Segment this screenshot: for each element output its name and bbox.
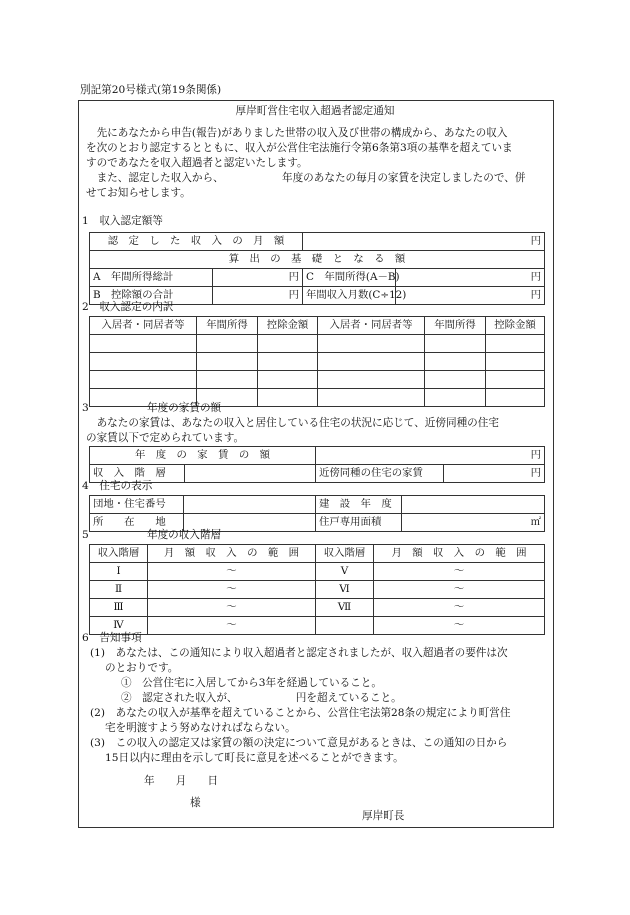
monthly-income-value: 円 — [396, 287, 545, 305]
column-header: 入居者・同居者等 — [90, 317, 197, 335]
column-header: 収入階層 — [316, 545, 374, 563]
notice-3-line1: (3) この収入の認定又は家賃の額の決定について意見があるときは、この通知の日から — [90, 737, 508, 749]
cell — [486, 353, 545, 371]
section5-heading-text: 年度の収入階層 — [147, 529, 222, 541]
notice-1-item2: ② 認定された収入が、 円を超えていること。 — [121, 692, 402, 704]
cell — [258, 371, 318, 389]
housing-table — [89, 495, 545, 532]
cell — [90, 371, 197, 389]
notice-3-line2: 15日以内に理由を示して町長に意見を述べることができます。 — [105, 752, 404, 764]
construction-year-value — [402, 496, 545, 514]
annual-income-total-label: A 年間所得総計 — [90, 269, 213, 287]
issuer: 厚岸町長 — [362, 810, 405, 822]
notice-2-line1: (2) あなたの収入が基準を超えていることから、公営住宅法第28条の規定により町営住 — [90, 707, 511, 719]
column-header: 収入階層 — [90, 545, 148, 563]
tier-cell: Ⅶ — [316, 599, 374, 617]
deduction-total-label: B 控除額の合計 — [90, 287, 213, 305]
cell — [90, 353, 197, 371]
intro-line: せてお知らせします。 — [86, 187, 191, 199]
table-row — [90, 371, 545, 389]
cell — [197, 371, 258, 389]
table-row — [90, 599, 545, 617]
construction-year-label: 建 設 年 度 — [316, 496, 402, 514]
addressee: 様 — [190, 797, 201, 809]
notice-1-line1: (1) あなたは、この通知により収入超過者と認定されましたが、収入超過者の要件は次 — [90, 647, 508, 659]
cell — [425, 335, 486, 353]
tier-cell: Ⅰ — [90, 563, 148, 581]
table-header-row — [90, 545, 545, 563]
tier-cell: Ⅳ — [90, 617, 148, 635]
certified-monthly-income-label: 認 定 し た 収 入 の 月 額 — [90, 233, 303, 251]
section5-heading-number: 5 — [82, 529, 89, 541]
cell — [318, 389, 425, 407]
certified-monthly-income-value: 円 — [303, 233, 545, 251]
tier-cell: Ⅱ — [90, 581, 148, 599]
column-header: 控除金額 — [486, 317, 545, 335]
cell — [486, 371, 545, 389]
income-tier-table — [89, 544, 545, 635]
section4-heading: 4 住宅の表示 — [82, 480, 153, 492]
column-header: 入居者・同居者等 — [318, 317, 425, 335]
floor-area-label: 住戸専用面積 — [316, 514, 402, 532]
tier-cell: Ⅵ — [316, 581, 374, 599]
cell — [425, 371, 486, 389]
deduction-total-value: 円 — [213, 287, 303, 305]
complex-number-value — [184, 496, 316, 514]
intro-line: 先にあなたから申告(報告)がありました世帯の収入及び世帯の構成から、あなたの収入 — [96, 127, 508, 139]
intro-paragraph-1 — [86, 126, 548, 201]
intro-line: を次のとおり認定するとともに、収入が公営住宅法施行令第6条第3項の基準を超えていま — [86, 142, 513, 154]
neighbor-rent-label: 近傍同種の住宅の家賃 — [316, 465, 444, 483]
range-cell: ～ — [374, 617, 545, 635]
rent-table — [89, 446, 545, 483]
tier-cell — [316, 617, 374, 635]
cell — [258, 353, 318, 371]
section3-heading-number: 3 — [82, 402, 89, 414]
section3-line: の家賃以下で定められています。 — [86, 432, 245, 444]
column-header: 月 額 収 入 の 範 囲 — [148, 545, 316, 563]
monthly-income-label: 年間収入月数(C÷12) — [303, 287, 396, 305]
table-row — [90, 563, 545, 581]
table-row — [90, 353, 545, 371]
annual-income-value: 円 — [396, 269, 545, 287]
form-reference: 別記第20号様式(第19条関係) — [80, 84, 222, 96]
cell — [197, 335, 258, 353]
cell — [486, 335, 545, 353]
section3-body — [86, 416, 548, 446]
notice-1-line2: のとおりです。 — [105, 662, 179, 674]
section1-heading: 1 収入認定額等 — [82, 215, 163, 227]
section3-line: あなたの家賃は、あなたの収入と居住している住宅の状況に応じて、近傍同種の住宅 — [96, 417, 499, 429]
table-header-row — [90, 317, 545, 335]
cell — [258, 389, 318, 407]
cell — [318, 353, 425, 371]
cell — [486, 389, 545, 407]
notice-2-line2: 宅を明渡すよう努めなければならない。 — [105, 722, 296, 734]
income-tier-label: 収 入 階 層 — [90, 465, 185, 483]
cell — [258, 335, 318, 353]
tier-cell: Ⅲ — [90, 599, 148, 617]
column-header: 年間所得 — [425, 317, 486, 335]
annual-income-label: C 年間所得(A－B) — [303, 269, 396, 287]
income-certification-table — [89, 232, 545, 305]
rent-amount-label: 年 度 の 家 賃 の 額 — [90, 447, 316, 465]
cell — [318, 335, 425, 353]
range-cell: ～ — [148, 599, 316, 617]
range-cell: ～ — [148, 563, 316, 581]
income-tier-value — [185, 465, 316, 483]
table-row — [90, 335, 545, 353]
location-label: 所 在 地 — [90, 514, 184, 532]
section3-heading-text: 年度の家賃の額 — [147, 402, 222, 414]
column-header: 月 額 収 入 の 範 囲 — [374, 545, 545, 563]
rent-amount-value: 円 — [316, 447, 545, 465]
tier-cell: Ⅴ — [316, 563, 374, 581]
cell — [90, 335, 197, 353]
table-row — [90, 617, 545, 635]
range-cell: ～ — [374, 599, 545, 617]
section2-heading: 2 収入認定の内訳 — [82, 301, 174, 313]
cell — [197, 353, 258, 371]
range-cell: ～ — [374, 581, 545, 599]
column-header: 年間所得 — [197, 317, 258, 335]
intro-line: すのであなたを収入超過者と認定いたします。 — [86, 157, 308, 169]
table-row — [90, 581, 545, 599]
notice-1-item1: ① 公営住宅に入居してから3年を経過していること。 — [121, 677, 382, 689]
income-breakdown-table — [89, 316, 545, 407]
floor-area-value: ㎡ — [402, 514, 545, 532]
complex-number-label: 団地・住宅番号 — [90, 496, 184, 514]
range-cell: ～ — [374, 563, 545, 581]
range-cell: ～ — [148, 617, 316, 635]
document-title: 厚岸町営住宅収入超過者認定通知 — [235, 105, 395, 117]
notice-date: 年 月 日 — [144, 775, 219, 787]
column-header: 控除金額 — [258, 317, 318, 335]
intro-line: また、認定した収入から、 年度のあなたの毎月の家賃を決定しましたので、併 — [96, 172, 526, 184]
cell — [318, 371, 425, 389]
cell — [425, 353, 486, 371]
calculation-basis-label: 算 出 の 基 礎 と な る 額 — [90, 251, 545, 269]
neighbor-rent-value: 円 — [444, 465, 545, 483]
section6-heading: 6 告知事項 — [82, 632, 142, 644]
range-cell: ～ — [148, 581, 316, 599]
cell — [425, 389, 486, 407]
annual-income-total-value: 円 — [213, 269, 303, 287]
